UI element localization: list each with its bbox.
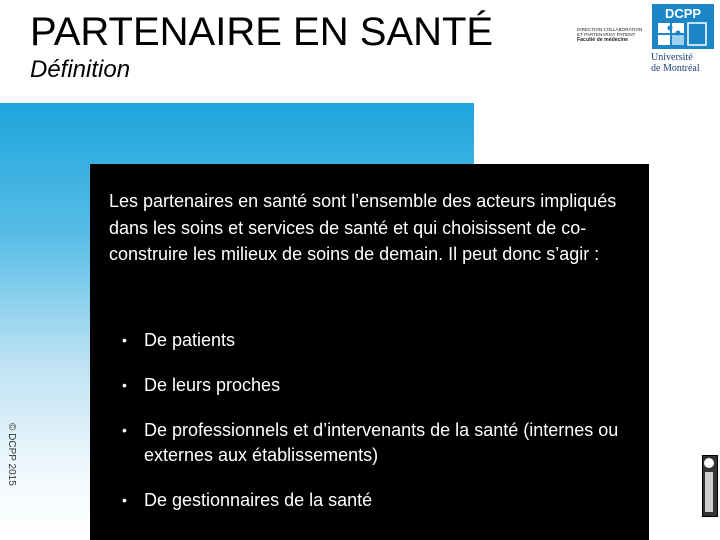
bullet-text: De patients: [144, 330, 236, 350]
university-name-line: Université: [651, 52, 693, 63]
cc-bar: [705, 472, 713, 512]
bullet-dot-icon: •: [122, 422, 127, 438]
dcpp-logo: [652, 4, 714, 49]
dcpp-logo-line: ET PARTENARIAT PATIENT: [577, 32, 636, 38]
dcpp-logo-faculty: Faculté de médecine: [577, 36, 629, 43]
dcpp-logo-line: DIRECTION COLLABORATION: [577, 27, 643, 32]
content-box: [90, 164, 649, 540]
university-name-line: de Montréal: [651, 63, 700, 74]
slide-title: PARTENAIRE EN SANTÉ: [30, 10, 494, 54]
slide-subtitle: Définition: [30, 56, 131, 83]
bullet-list: [118, 328, 628, 513]
bullet-text: De gestionnaires de la santé: [144, 490, 373, 510]
puzzle-icon: [656, 21, 710, 47]
bullet-item: [118, 418, 628, 468]
dcpp-logo-text: [577, 27, 647, 43]
bullet-item: [118, 373, 628, 398]
copyright-notice: © DCPP 2015: [6, 423, 17, 486]
bullet-text: De professionnels et d’intervenants de la santé (internes ou externes aux établissements): [144, 420, 619, 465]
creative-commons-icon: [702, 455, 718, 517]
bullet-item: [118, 328, 628, 353]
bullet-text: De leurs proches: [144, 375, 281, 395]
dcpp-logo-label: DCPP: [664, 6, 702, 21]
bullet-dot-icon: •: [122, 492, 127, 508]
bullet-item: [118, 488, 628, 513]
universite-de-montreal-logo: [651, 52, 717, 74]
intro-paragraph: Les partenaires en santé sont l’ensemble des acteurs impliqués dans les soins et services de santé et qui choisissent de co-construire les milieux de soins de demain. Il peut donc s’agir :: [109, 191, 617, 264]
cc-circle: [704, 458, 714, 468]
bullet-dot-icon: •: [122, 332, 127, 348]
bullet-dot-icon: •: [122, 377, 127, 393]
